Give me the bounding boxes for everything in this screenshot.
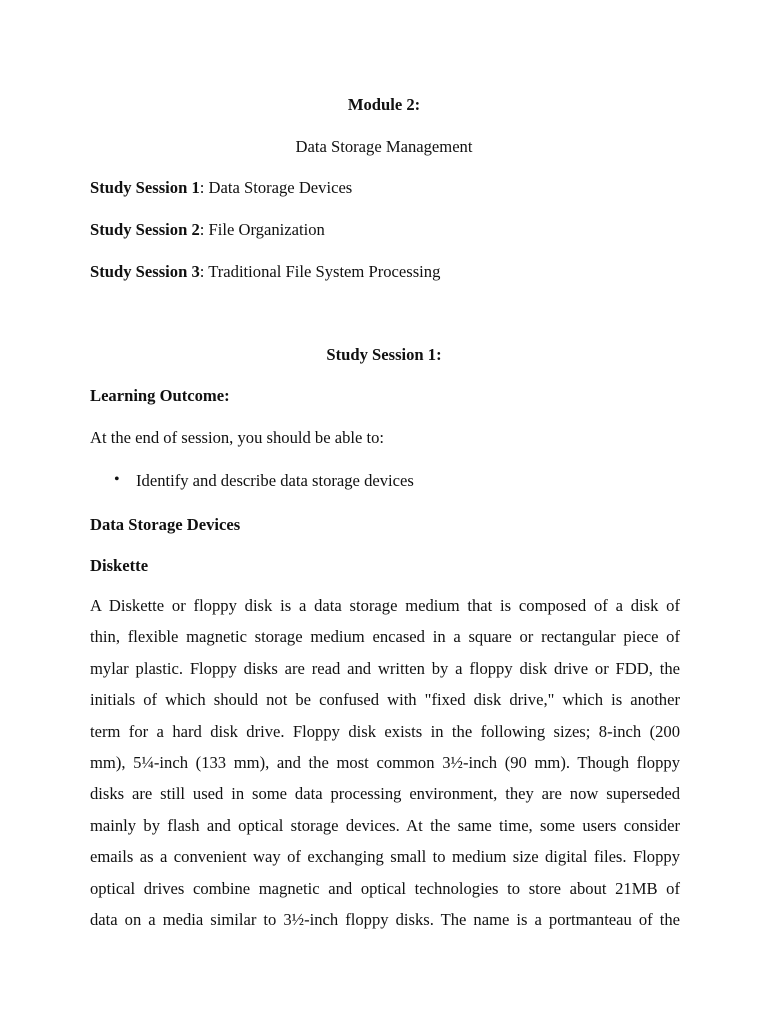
paragraph-line: initials of which should not be confused with "fixed disk drive," which is another — [90, 690, 680, 710]
intro-text: At the end of session, you should be able to: — [90, 428, 385, 447]
session-label: Study Session 3 — [90, 262, 200, 281]
paragraph-line: term for a hard disk drive. Floppy disk exists in the following sizes; 8-inch (200 — [90, 721, 680, 741]
session-title: : Data Storage Devices — [199, 178, 353, 197]
paragraph-line: mylar plastic. Floppy disks are read and written by a floppy disk drive or FDD, the — [90, 658, 680, 678]
session-line-2 — [90, 220, 325, 240]
paragraph-line: disks are still used in some data processing environment, they are now superseded — [90, 784, 680, 804]
session-title: : File Organization — [199, 220, 325, 239]
paragraph-line: thin, flexible magnetic storage medium encased in a square or rectangular piece of — [90, 627, 680, 647]
session-label: Study Session 1 — [90, 178, 200, 197]
paragraph-line: mainly by flash and optical storage devices. At the same time, some users consider — [90, 815, 680, 835]
module-title: Module 2: — [347, 95, 421, 114]
session-heading: Study Session 1: — [326, 345, 442, 364]
body-paragraph — [90, 596, 680, 941]
paragraph-line: data on a media similar to 3½-inch floppy disks. The name is a portmanteau of the — [90, 909, 680, 929]
section-heading: Data Storage Devices — [90, 515, 241, 534]
session-label: Study Session 2 — [90, 220, 200, 239]
paragraph-line: A Diskette or floppy disk is a data storage medium that is composed of a disk of — [90, 596, 680, 615]
module-subtitle: Data Storage Management — [295, 137, 473, 156]
session-title: : Traditional File System Processing — [199, 262, 441, 281]
bullet-icon: • — [114, 471, 120, 488]
paragraph-line: optical drives combine magnetic and optical technologies to store about 21MB of — [90, 878, 680, 898]
bullet-item: Identify and describe data storage devices — [136, 471, 414, 490]
paragraph-line: mm), 5¼-inch (133 mm), and the most common 3½-inch (90 mm). Though floppy — [90, 752, 680, 772]
paragraph-line: emails as a convenient way of exchanging small to medium size digital files. Floppy — [90, 847, 680, 867]
subsection-heading: Diskette — [90, 556, 149, 575]
session-line-1 — [90, 178, 352, 198]
learning-outcome-heading: Learning Outcome: — [90, 386, 230, 405]
session-line-3 — [90, 262, 440, 282]
